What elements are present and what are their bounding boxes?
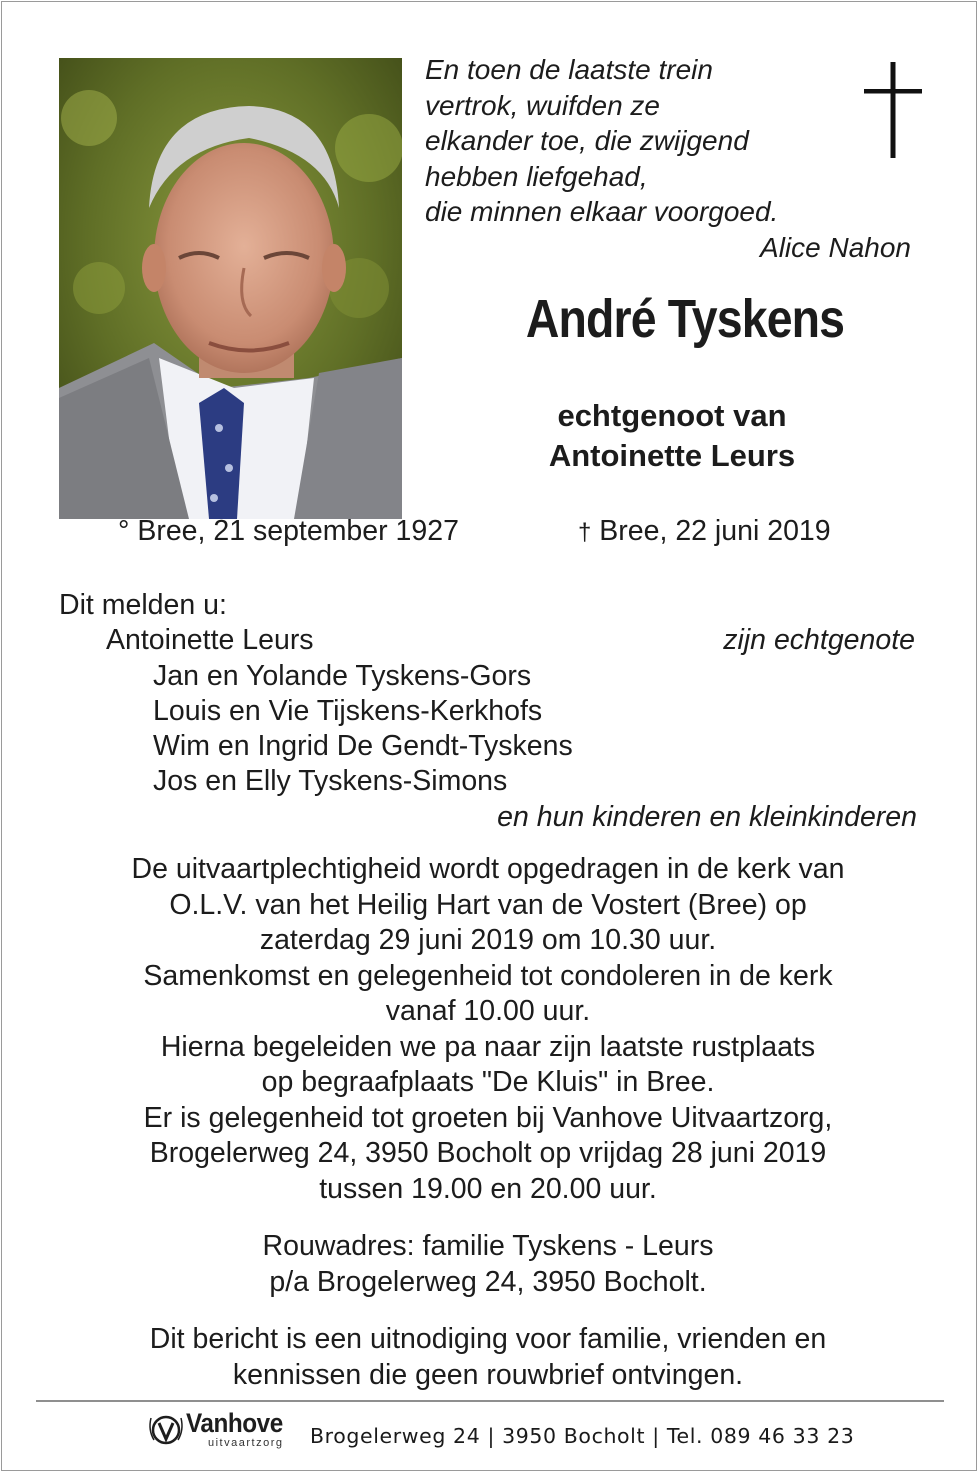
ceremony-line: Er is gelegenheid tot groeten bij Vanhove Uitvaartzorg, (143, 1101, 833, 1134)
ceremony-line: vanaf 10.00 uur. (385, 995, 591, 1027)
death-cross-icon: † (578, 519, 592, 546)
death-date (578, 515, 831, 548)
logo-name: Vanhove (186, 1408, 283, 1438)
poem-line: elkander toe, die zwijgend (425, 125, 749, 156)
ceremony-line: De uitvaartplechtigheid wordt opgedragen in de kerk van (131, 853, 845, 885)
mourning-address-line: p/a Brogelerweg 24, 3950 Bocholt. (269, 1265, 707, 1298)
spouse-entry: Antoinette Leurs (106, 624, 314, 657)
list-item: Jan en Yolande Tyskens-Gors (153, 659, 532, 692)
list-item: Jos en Elly Tyskens-Simons (153, 765, 508, 798)
notice-line: kennissen die geen rouwbrief ontvingen. (232, 1358, 744, 1391)
poem-line: die minnen elkaar voorgoed. (425, 196, 779, 227)
family-list (59, 588, 929, 835)
poem (425, 52, 925, 265)
ceremony-line: tussen 19.00 en 20.00 uur. (319, 1172, 657, 1205)
mourning-address-line: Rouwadres: familie Tyskens - Leurs (262, 1230, 714, 1262)
birth-date: ° Bree, 21 september 1927 (118, 515, 459, 547)
ceremony-line: zaterdag 29 juni 2019 om 10.30 uur. (259, 924, 717, 956)
relation (440, 396, 904, 476)
death-date-text: Bree, 22 juni 2019 (599, 515, 831, 547)
logo-subtitle: uitvaartzorg (208, 1437, 284, 1449)
notice-line: Dit bericht is een uitnodiging voor familie, vrienden en (149, 1323, 827, 1355)
list-item (59, 623, 929, 658)
deceased-name: André Tyskens (525, 289, 845, 349)
ceremony-line: Samenkomst en gelegenheid tot condoleren in de kerk (143, 959, 833, 992)
relation-label: echtgenoot van (557, 398, 787, 433)
poem-line: En toen de laatste trein (425, 54, 713, 85)
ceremony-line: Brogelerweg 24, 3950 Bocholt op vrijdag 28 juni 2019 (149, 1137, 827, 1169)
spacer (40, 1300, 936, 1322)
ceremony-info (40, 852, 936, 1393)
footer-divider (36, 1400, 944, 1402)
ceremony-line: op begraafplaats "De Kluis" in Bree. (261, 1066, 715, 1098)
spouse-name: Antoinette Leurs (548, 438, 796, 473)
family-intro: Dit melden u: (59, 589, 227, 621)
poem-author: Alice Nahon (760, 231, 911, 263)
spacer (40, 1207, 936, 1229)
ceremony-line: O.L.V. van het Heilig Hart van de Vostert (Bree) op (169, 888, 807, 921)
list-item: Wim en Ingrid De Gendt-Tyskens (153, 730, 573, 763)
poem-line: hebben liefgehad, (425, 160, 648, 192)
grandchildren-line: en hun kinderen en kleinkinderen (497, 800, 917, 833)
ceremony-line: Hierna begeleiden we pa naar zijn laatste rustplaats (160, 1030, 816, 1063)
cross-icon (864, 62, 922, 158)
portrait-photo (59, 58, 402, 519)
spouse-role: zijn echtgenote (723, 624, 915, 657)
footer-contact: Brogelerweg 24 | 3950 Bocholt | Tel. 089 46 33 23 (310, 1424, 855, 1448)
list-item: Louis en Vie Tijskens-Kerkhofs (153, 694, 543, 727)
poem-line: vertrok, wuifden ze (425, 89, 660, 121)
